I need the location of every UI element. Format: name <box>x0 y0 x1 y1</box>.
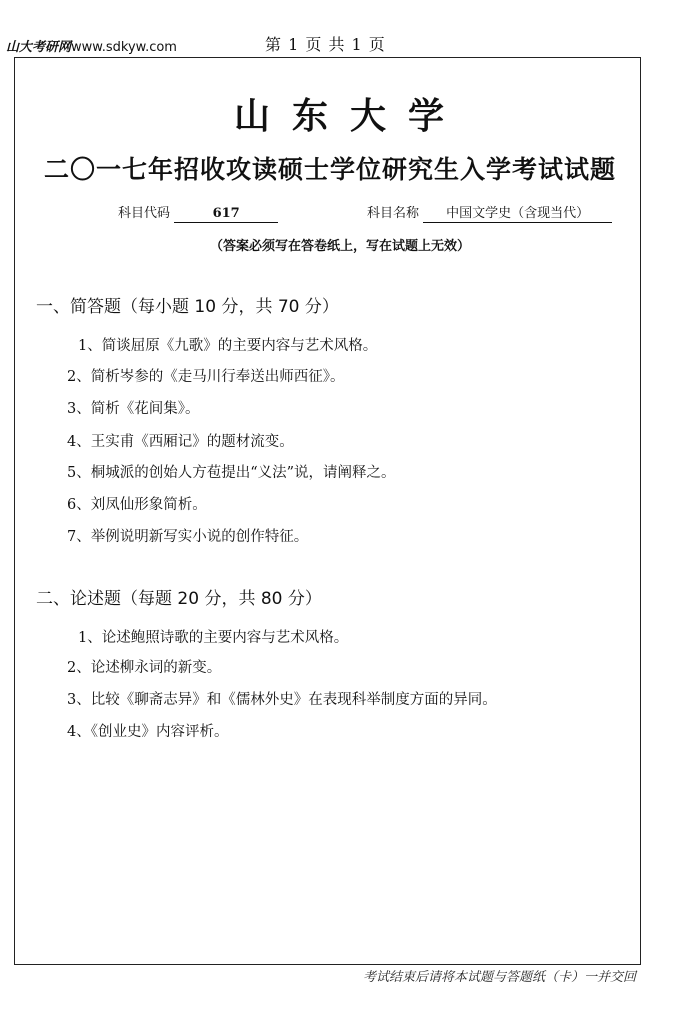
question-1-4: 4、王实甫《西厢记》的题材流变。 <box>67 434 294 450</box>
question-1-7: 7、举例说明新写实小说的创作特征。 <box>67 529 309 545</box>
page-number: 第 1 页 共 1 页 <box>265 35 386 54</box>
question-2-1: 1、论述鲍照诗歌的主要内容与艺术风格。 <box>78 630 349 646</box>
question-2-2: 2、论述柳永词的新变。 <box>67 660 222 676</box>
question-1-2: 2、简析岑参的《走马川行奉送出师西征》。 <box>67 369 345 385</box>
question-1-1: 1、简谈屈原《九歌》的主要内容与艺术风格。 <box>78 338 378 354</box>
subject-name-row <box>367 202 612 223</box>
section-1-heading: 一、简答题（每小题 10 分，共 70 分） <box>36 297 339 317</box>
subject-name-label: 科目名称 <box>367 206 420 221</box>
subject-code-row <box>118 202 278 223</box>
footer-note: 考试结束后请将本试题与答题纸（卡）一并交回 <box>362 970 636 985</box>
watermark-site: www.sdkyw.com <box>71 40 177 55</box>
watermark-brand: 山大考研网 <box>6 40 72 55</box>
question-1-5: 5、桐城派的创始人方苞提出“义法”说，请阐释之。 <box>67 465 396 481</box>
watermark <box>6 36 177 55</box>
question-2-4: 4、《创业史》内容评析。 <box>67 724 229 740</box>
university-name: 山东大学 <box>233 96 466 137</box>
subject-code-value: 617 <box>174 206 278 223</box>
subject-name-value: 中国文学史（含现当代） <box>423 202 612 223</box>
exam-title: 二〇一七年招收攻读硕士学位研究生入学考试试题 <box>43 155 616 184</box>
question-2-3: 3、比较《聊斋志异》和《儒林外史》在表现科举制度方面的异同。 <box>67 692 497 708</box>
section-2-heading: 二、论述题（每题 20 分，共 80 分） <box>36 589 322 609</box>
subject-code-label: 科目代码 <box>118 206 171 221</box>
question-1-6: 6、刘凤仙形象简析。 <box>67 497 207 513</box>
answer-notice: （答案必须写在答卷纸上，写在试题上无效） <box>209 239 470 254</box>
question-1-3: 3、简析《花间集》。 <box>67 401 200 417</box>
